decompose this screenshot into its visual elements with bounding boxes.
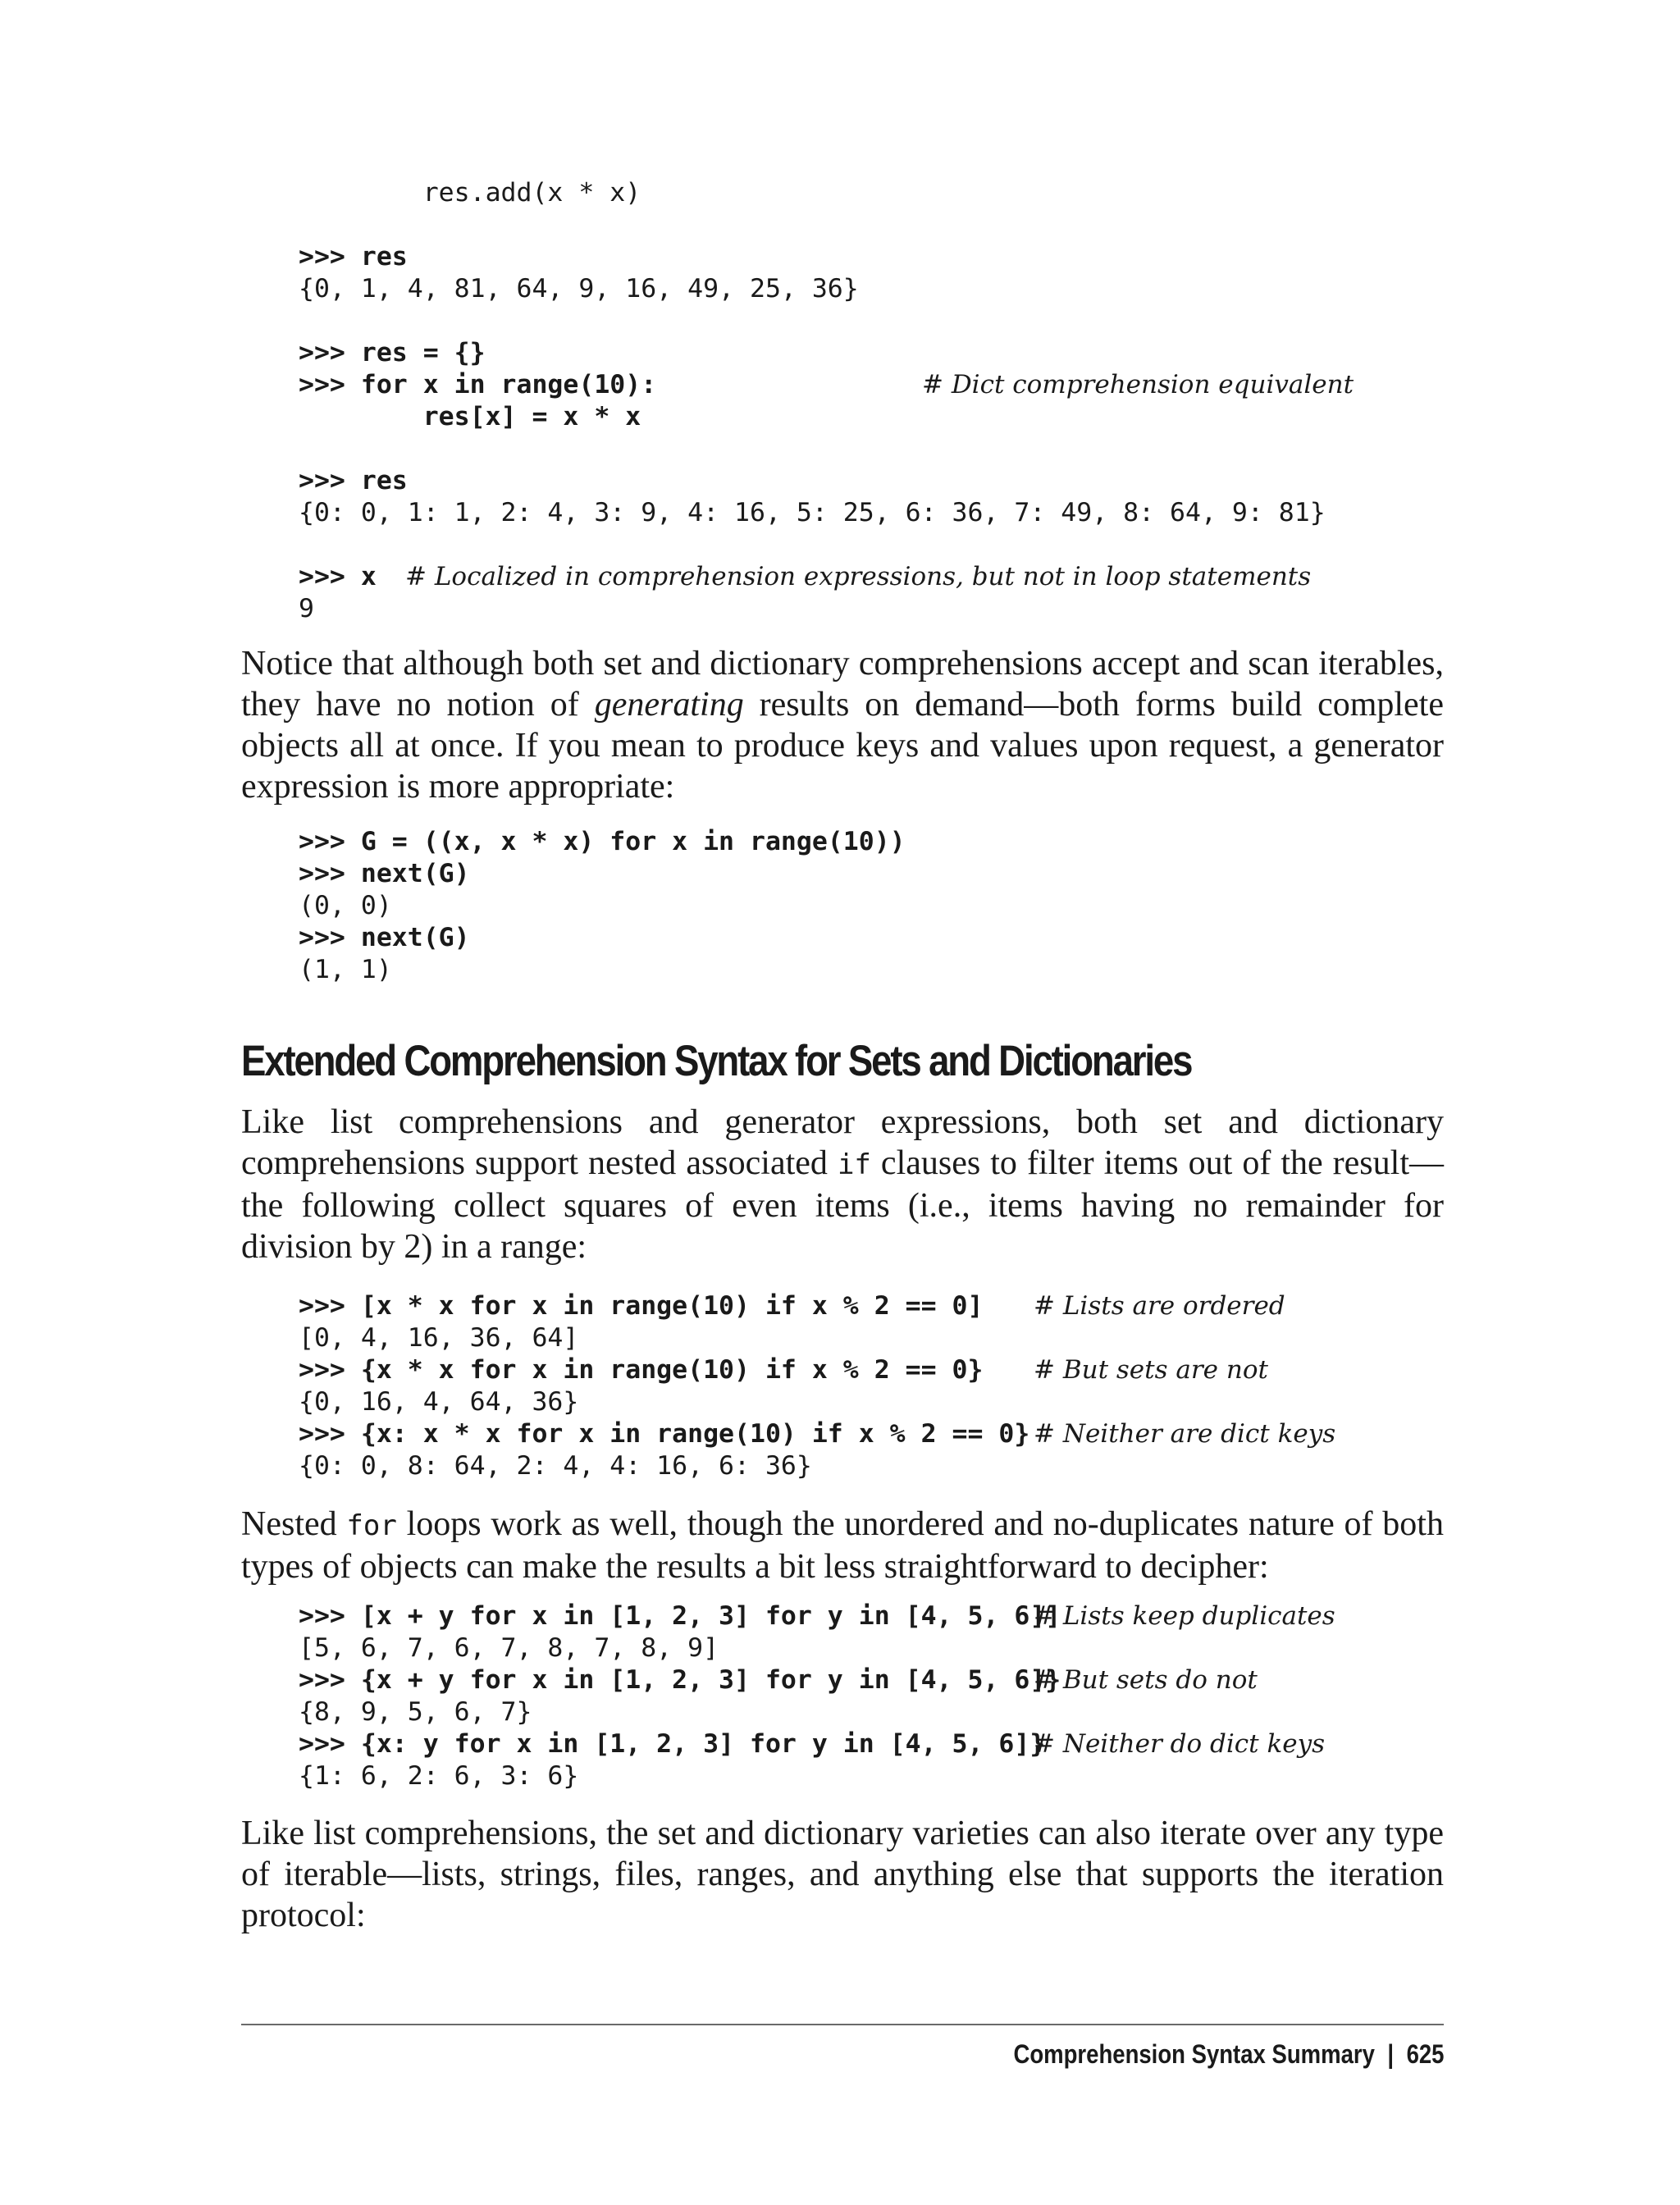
emphasis-generating: generating — [594, 686, 744, 724]
code-input: >>> res — [299, 242, 408, 272]
code-line — [299, 497, 1326, 529]
code-line — [299, 1600, 1335, 1632]
code-comment: # But sets are not — [1034, 1355, 1268, 1385]
code-input: >>> {x: y for x in [1, 2, 3] for y in [4, 5, 6]} — [299, 1729, 1046, 1759]
code-input: >>> G = ((x, x * x) for x in range(10)) — [299, 827, 906, 856]
code-line — [299, 890, 906, 922]
code-comment: # Dict comprehension equivalent — [922, 370, 1354, 399]
code-comment: # But sets do not — [1034, 1665, 1258, 1695]
code-line — [299, 1632, 1061, 1664]
code-block-filtered-comprehensions — [299, 1290, 1336, 1482]
code-input: >>> res — [299, 466, 408, 495]
code-output: (0, 0) — [299, 891, 392, 920]
paragraph-nested-for — [241, 1504, 1444, 1587]
paragraph-if-clauses — [241, 1102, 1444, 1267]
paragraph-text: Notice that although both set and dictionary comprehensions accept and scan iterables, they have no notion of — [241, 645, 1444, 724]
code-output: (1, 1) — [299, 955, 392, 984]
code-line — [299, 1728, 1326, 1760]
code-output: {8, 9, 5, 6, 7} — [299, 1697, 532, 1727]
code-line — [299, 1386, 1029, 1418]
code-line — [299, 529, 1326, 561]
code-input: >>> {x: x * x for x in range(10) if x % 2 == 0} — [299, 1419, 1030, 1449]
code-output: {0: 0, 8: 64, 2: 4, 4: 16, 6: 36} — [299, 1451, 812, 1481]
code-line — [299, 273, 1326, 305]
footer-section-title: Comprehension Syntax Summary — [1012, 2039, 1375, 2069]
code-output: {0, 16, 4, 64, 36} — [299, 1387, 579, 1417]
code-comment: # Localized in comprehension expressions, but not in loop statements — [405, 562, 1312, 591]
code-input: >>> {x + y for x in [1, 2, 3] for y in [4, 5, 6]} — [299, 1665, 1061, 1695]
code-comment: # Neither do dict keys — [1034, 1729, 1326, 1759]
code-line — [299, 1696, 1061, 1728]
code-comment: # Neither are dict keys — [1034, 1419, 1336, 1449]
code-line — [299, 593, 1326, 625]
code-input: >>> {x * x for x in range(10) if x % 2 == 0} — [299, 1355, 984, 1385]
code-output: 9 — [299, 594, 314, 623]
code-line — [299, 922, 906, 954]
footer-rule — [241, 2024, 1444, 2025]
code-input: >>> next(G) — [299, 859, 470, 888]
paragraph-text: results on demand—both forms build complete objects all at once. If you mean to produce keys and values upon request, a generator expression is more appropriate: — [241, 686, 1444, 806]
paragraph-text: clauses to filter items out of the result—the following collect squares of even items (i.e., items having no remainder for division by 2) in a range: — [241, 1144, 1444, 1266]
code-block-nested-for — [299, 1600, 1335, 1792]
code-line — [299, 177, 1326, 209]
code-block-loop-equivalents — [299, 177, 1354, 625]
code-input: >>> x — [299, 562, 377, 591]
code-output: {1: 6, 2: 6, 3: 6} — [299, 1761, 579, 1791]
inline-code-if: if — [837, 1148, 871, 1181]
code-line — [299, 826, 906, 858]
code-line — [299, 401, 1326, 433]
code-input: >>> next(G) — [299, 923, 470, 952]
code-line — [299, 1664, 1258, 1696]
paragraph-text: Like list comprehensions and generator expressions, both set and dictionary comprehensions support nested associated — [241, 1103, 1444, 1182]
code-comment: # Lists keep duplicates — [1034, 1601, 1335, 1631]
code-input: >>> res = {} — [299, 338, 486, 368]
code-line — [299, 433, 1326, 465]
inline-code-for: for — [346, 1509, 397, 1542]
footer-separator: | — [1386, 2039, 1394, 2069]
code-line — [299, 561, 1326, 593]
code-line — [299, 1418, 1336, 1450]
code-input: >>> [x * x for x in range(10) if x % 2 == 0] — [299, 1291, 984, 1321]
code-line — [299, 1354, 1268, 1386]
code-input: >>> for x in range(10): — [299, 370, 657, 399]
code-output: [5, 6, 7, 6, 7, 8, 7, 8, 9] — [299, 1633, 719, 1663]
paragraph-generating-on-demand — [241, 643, 1444, 807]
code-output: {0: 0, 1: 1, 2: 4, 3: 9, 4: 16, 5: 25, 6: 36, 7: 49, 8: 64, 9: 81} — [299, 498, 1326, 527]
paragraph-text: Like list comprehensions, the set and dictionary varieties can also iterate over any type of iterable—lists, strings, files, ranges, and anything else that supports the iteration protocol: — [241, 1815, 1444, 1934]
code-output: [0, 4, 16, 36, 64] — [299, 1323, 579, 1353]
code-line — [299, 465, 1326, 497]
code-output: res.add(x * x) — [299, 178, 641, 208]
code-line — [299, 954, 906, 986]
code-line — [299, 305, 1326, 337]
code-line — [299, 1290, 1285, 1322]
code-line — [299, 1760, 1061, 1792]
paragraph-text: loops work as well, though the unordered and no-duplicates nature of both types of objects can make the results a bit less straightforward to decipher: — [241, 1505, 1444, 1586]
paragraph-iterables — [241, 1813, 1444, 1936]
paragraph-text: Nested — [241, 1505, 347, 1543]
code-line — [299, 1322, 1029, 1354]
page-number: 625 — [1406, 2039, 1444, 2069]
code-input: res[x] = x * x — [299, 402, 641, 431]
code-block-generator-expression — [299, 826, 906, 986]
page-footer — [1013, 2038, 1444, 2070]
code-line — [299, 337, 1326, 369]
code-output: {0, 1, 4, 81, 64, 9, 16, 49, 25, 36} — [299, 274, 859, 304]
code-input: >>> [x + y for x in [1, 2, 3] for y in [4, 5, 6]] — [299, 1601, 1061, 1631]
code-line — [299, 1450, 1029, 1482]
section-heading: Extended Comprehension Syntax for Sets and Dictionaries — [241, 1037, 1192, 1085]
code-line — [299, 369, 1354, 401]
code-line — [299, 209, 1326, 241]
code-comment: # Lists are ordered — [1034, 1291, 1285, 1321]
code-line — [299, 241, 1326, 273]
code-line — [299, 858, 906, 890]
